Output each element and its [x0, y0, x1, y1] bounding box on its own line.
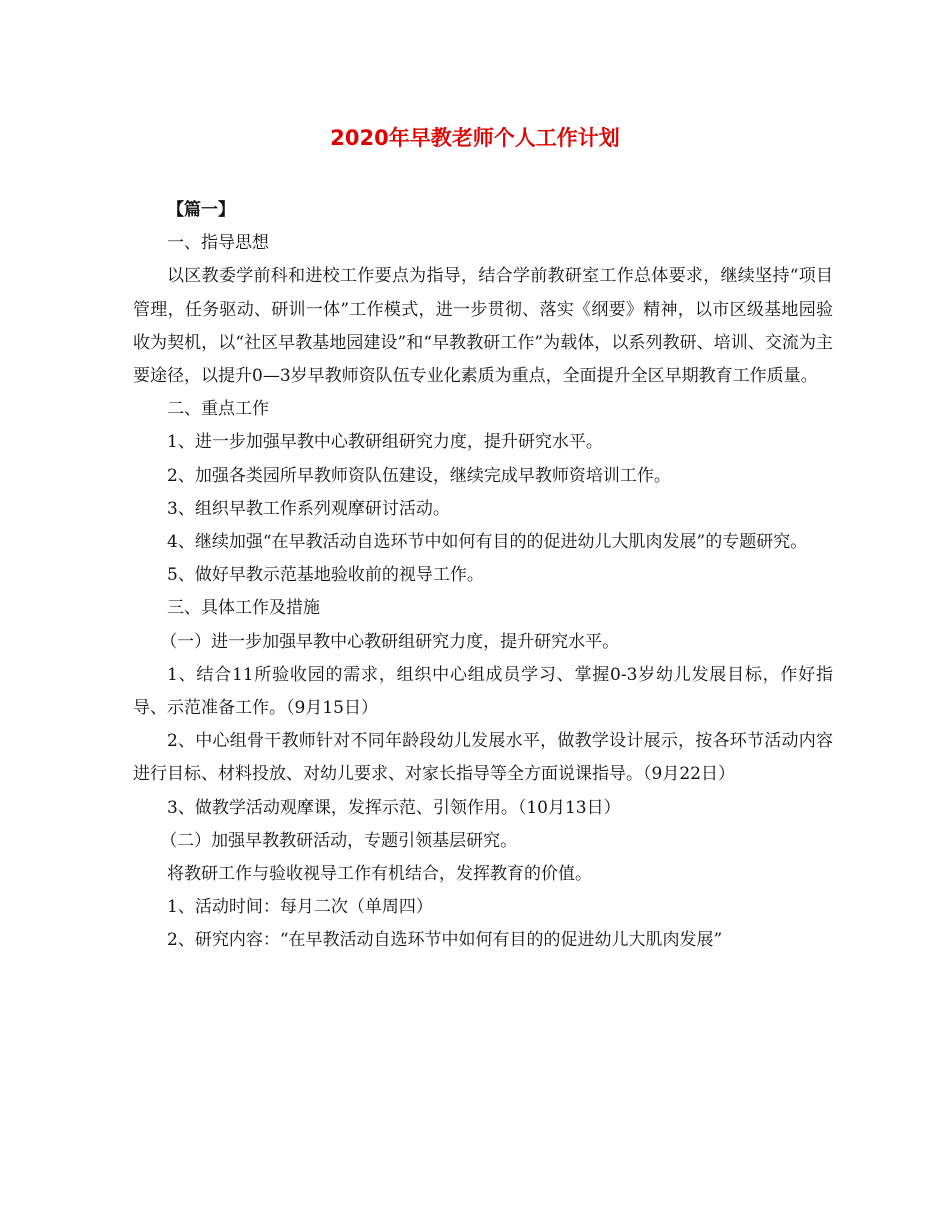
- key-work-item-1: 1、进一步加强早教中心教研组研究力度，提升研究水平。: [167, 432, 603, 453]
- document-title: 2020年早教老师个人工作计划: [330, 126, 620, 150]
- paragraph-guiding-ideology: 以区教委学前科和进校工作要点为指导，结合学前教研室工作总体要求，继续坚持“项目管理，任务驱动、研训一体”工作模式，进一步贯彻、落实《纲要》精神，以市区级基地园验收为契机，以“社区早教基地园建设”和“早教教研工作”为载体，以系列教研、培训、交流为主要途径，以提升0—3岁早教师资队伍专业化素质为重点，全面提升全区早期教育工作质量。: [133, 266, 833, 387]
- heading-guiding-ideology: 一、指导思想: [167, 233, 269, 254]
- measure-2-item-2: 2、研究内容：“在早教活动自选环节中如何有目的的促进幼儿大肌肉发展”: [167, 930, 723, 951]
- measure-1-item-1: 1、结合11所验收园的需求，组织中心组成员学习、掌握0-3岁幼儿发展目标，作好指导、示范准备工作。（9月15日）: [133, 664, 833, 719]
- document-body: [133, 194, 833, 958]
- measure-1-item-3: 3、做教学活动观摩课，发挥示范、引领作用。（10月13日）: [167, 797, 621, 818]
- key-work-item-4: 4、继续加强“在早教活动自选环节中如何有目的的促进幼儿大肌肉发展”的专题研究。: [167, 532, 808, 553]
- subheading-measure-1: （一）进一步加强早教中心教研组研究力度，提升研究水平。: [160, 631, 620, 652]
- section-label: 【篇一】: [167, 200, 235, 220]
- subheading-measure-2: （二）加强早教教研活动，专题引领基层研究。: [160, 830, 518, 851]
- measure-2-item-1: 1、活动时间：每月二次（单周四）: [167, 897, 433, 918]
- key-work-item-3: 3、组织早教工作系列观摩研讨活动。: [167, 498, 450, 519]
- heading-key-work: 二、重点工作: [167, 399, 269, 420]
- measure-2-intro: 将教研工作与验收视导工作有机结合，发挥教育的价值。: [167, 864, 592, 885]
- key-work-item-5: 5、做好早教示范基地验收前的视导工作。: [167, 565, 484, 586]
- measure-1-item-2: 2、中心组骨干教师针对不同年龄段幼儿发展水平，做教学设计展示，按各环节活动内容进行目标、材料投放、对幼儿要求、对家长指导等全方面说课指导。（9月22日）: [133, 731, 833, 785]
- key-work-item-2: 2、加强各类园所早教师资队伍建设，继续完成早教师资培训工作。: [167, 465, 671, 486]
- heading-specific-measures: 三、具体工作及措施: [167, 598, 320, 619]
